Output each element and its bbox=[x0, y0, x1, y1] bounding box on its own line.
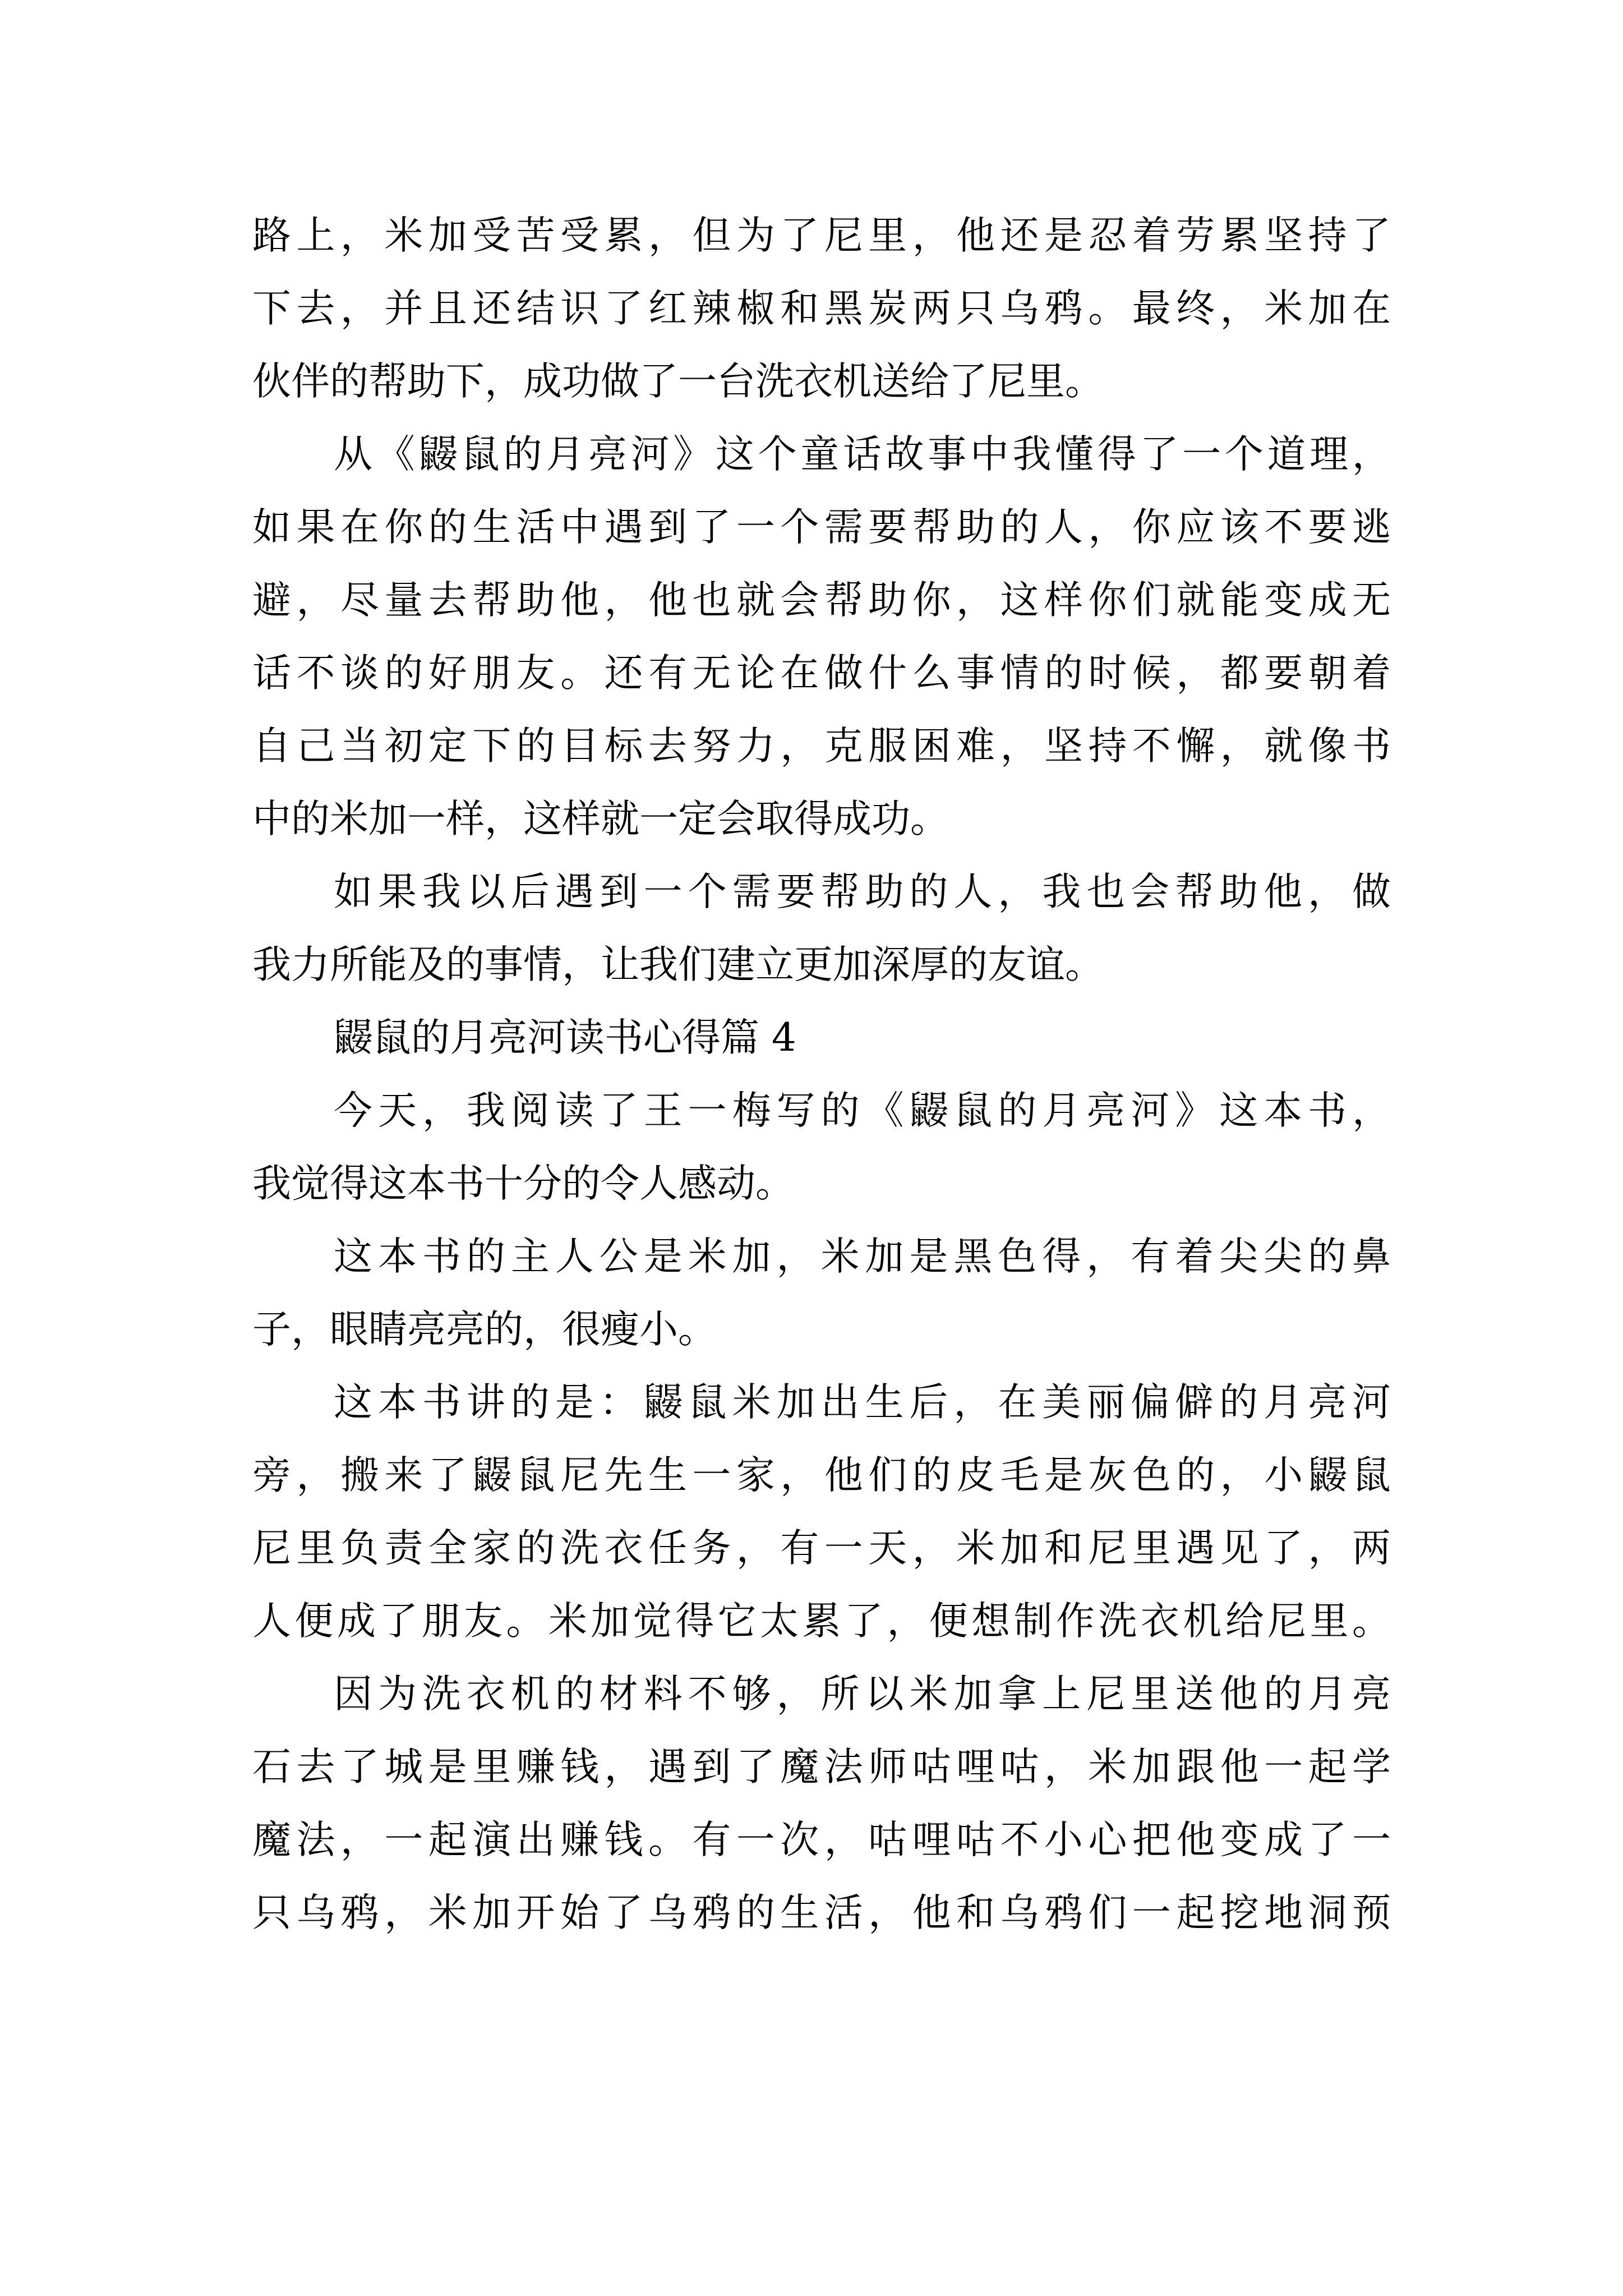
text-line: 我觉得这本书十分的令人感动。 bbox=[252, 1161, 794, 1206]
text-line: 魔 法 ， 一 起 演 出 赚 钱 。 有 一 次 ， 咕 哩 咕 不 小 心 把 他 变 成 了 一 bbox=[252, 1818, 1391, 1862]
text-line: 如 果 我 以 后 遇 到 一 个 需 要 帮 助 的 人 ， 我 也 会 帮 助 他 ， 做 bbox=[334, 869, 1391, 914]
text-line: 我力所能及的事情，让我们建立更加深厚的友谊。 bbox=[252, 942, 1104, 987]
text-line: 从 《 鼹 鼠 的 月 亮 河 》 这 个 童 话 故 事 中 我 懂 得 了 一 个 道 理 ， bbox=[334, 432, 1391, 477]
text-line: 尼 里 负 责 全 家 的 洗 衣 任 务 ， 有 一 天 ， 米 加 和 尼 里 遇 见 了 ， 两 bbox=[252, 1526, 1391, 1571]
text-line: 石 去 了 城 是 里 赚 钱 ， 遇 到 了 魔 法 师 咕 哩 咕 ， 米 加 跟 他 一 起 学 bbox=[252, 1745, 1391, 1789]
text-line: 下 去 ， 并 且 还 结 识 了 红 辣 椒 和 黑 炭 两 只 乌 鸦 。 最 终 ， 米 加 在 bbox=[252, 286, 1391, 331]
text-line: 子，眼睛亮亮的，很瘦小。 bbox=[252, 1307, 717, 1352]
text-line: 这 本 书 讲 的 是 ： 鼹 鼠 米 加 出 生 后 ， 在 美 丽 偏 僻 的 月 亮 河 bbox=[334, 1380, 1391, 1425]
text-line: 避 ， 尽 量 去 帮 助 他 ， 他 也 就 会 帮 助 你 ， 这 样 你 们 就 能 变 成 无 bbox=[252, 578, 1391, 623]
document-body bbox=[252, 199, 1391, 1949]
text-line: 中的米加一样，这样就一定会取得成功。 bbox=[252, 797, 949, 841]
text-line: 这 本 书 的 主 人 公 是 米 加 ， 米 加 是 黑 色 得 ， 有 着 尖 尖 的 鼻 bbox=[334, 1234, 1391, 1279]
text-line: 因 为 洗 衣 机 的 材 料 不 够 ， 所 以 米 加 拿 上 尼 里 送 他 的 月 亮 bbox=[334, 1672, 1391, 1717]
text-line: 伙伴的帮助下，成功做了一台洗衣机送给了尼里。 bbox=[252, 359, 1104, 404]
text-line: 旁 ， 搬 来 了 鼹 鼠 尼 先 生 一 家 ， 他 们 的 皮 毛 是 灰 色 的 ， 小 鼹 鼠 bbox=[252, 1453, 1391, 1498]
text-line: 自 己 当 初 定 下 的 目 标 去 努 力 ， 克 服 困 难 ， 坚 持 不 懈 ， 就 像 书 bbox=[252, 724, 1391, 769]
text-line: 话 不 谈 的 好 朋 友 。 还 有 无 论 在 做 什 么 事 情 的 时 候 ， 都 要 朝 着 bbox=[252, 651, 1391, 696]
text-line: 路 上 ， 米 加 受 苦 受 累 ， 但 为 了 尼 里 ， 他 还 是 忍 着 劳 累 坚 持 了 bbox=[252, 213, 1391, 258]
text-line: 如 果 在 你 的 生 活 中 遇 到 了 一 个 需 要 帮 助 的 人 ， 你 应 该 不 要 逃 bbox=[252, 505, 1391, 550]
text-line: 鼹鼠的月亮河读书心得篇 4 bbox=[334, 1015, 796, 1060]
text-line: 只 乌 鸦 ， 米 加 开 始 了 乌 鸦 的 生 活 ， 他 和 乌 鸦 们 一 起 挖 地 洞 预 bbox=[252, 1890, 1391, 1935]
text-line: 今 天 ， 我 阅 读 了 王 一 梅 写 的 《 鼹 鼠 的 月 亮 河 》 这 本 书 ， bbox=[334, 1088, 1391, 1133]
text-line: 人 便 成 了 朋 友 。 米 加 觉 得 它 太 累 了 ， 便 想 制 作 洗 衣 机 给 尼 里 。 bbox=[252, 1599, 1391, 1644]
